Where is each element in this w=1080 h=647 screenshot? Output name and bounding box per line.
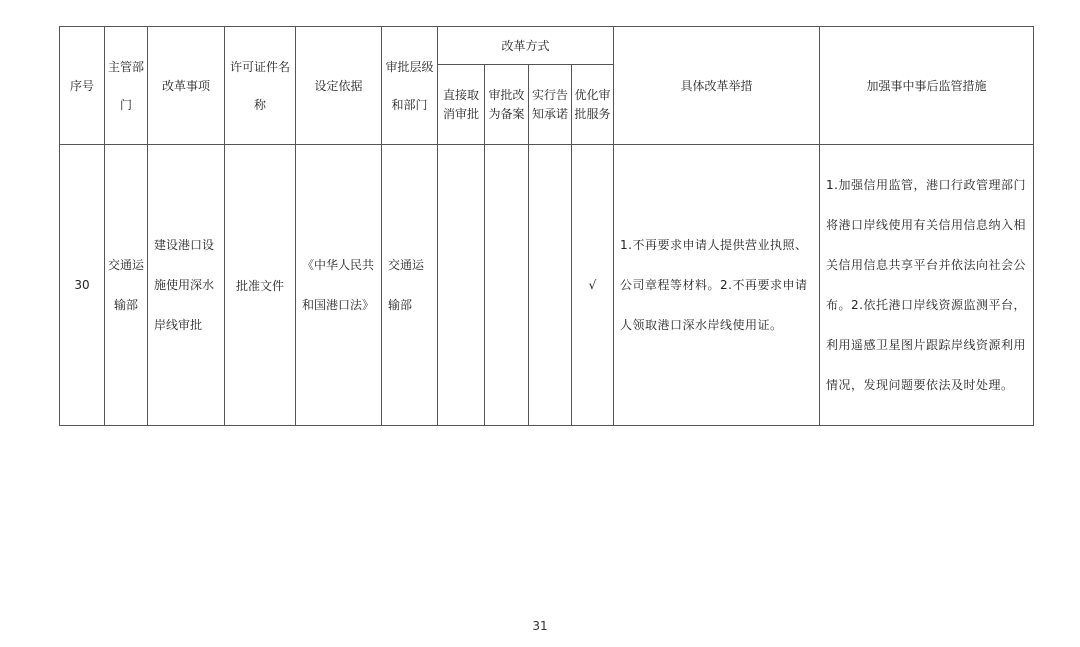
- header-method-filing: 审批改为备案: [485, 65, 529, 145]
- header-seq: 序号: [60, 27, 105, 145]
- header-measures: 具体改革举措: [614, 27, 820, 145]
- header-method-commitment: 实行告知承诺: [529, 65, 572, 145]
- header-supervision: 加强事中事后监管措施: [820, 27, 1034, 145]
- header-method: 改革方式: [438, 27, 614, 65]
- header-row-1: [60, 27, 1034, 65]
- cell-supervision: 1.加强信用监管，港口行政管理部门将港口岸线使用有关信用信息纳入相关信用信息共享平台并依法向社会公布。2.依托港口岸线资源监测平台，利用遥感卫星图片跟踪岸线资源利用情况，发现问题要依法及时处理。: [820, 145, 1034, 426]
- header-permit-name: 许可证件名称: [225, 27, 296, 145]
- header-dept: 主管部门: [105, 27, 148, 145]
- cell-method-filing: [485, 145, 529, 426]
- reform-table: [59, 26, 1034, 426]
- cell-basis: 《中华人民共和国港口法》: [296, 145, 382, 426]
- header-method-cancel: 直接取消审批: [438, 65, 485, 145]
- cell-method-optimize-check: √: [572, 145, 614, 426]
- cell-dept: 交通运输部: [105, 145, 148, 426]
- header-item: 改革事项: [148, 27, 225, 145]
- cell-method-cancel: [438, 145, 485, 426]
- cell-item: 建设港口设施使用深水岸线审批: [148, 145, 225, 426]
- cell-method-commitment: [529, 145, 572, 426]
- cell-seq: 30: [60, 145, 105, 426]
- cell-measures: 1.不再要求申请人提供营业执照、公司章程等材料。2.不再要求申请人领取港口深水岸线使用证。: [614, 145, 820, 426]
- header-method-optimize: 优化审批服务: [572, 65, 614, 145]
- table-row: [60, 145, 1034, 426]
- header-level-dept: 审批层级和部门: [382, 27, 438, 145]
- cell-permit-name: 批准文件: [225, 145, 296, 426]
- cell-level-dept: 交通运输部: [382, 145, 438, 426]
- header-basis: 设定依据: [296, 27, 382, 145]
- page-number: 31: [532, 619, 548, 633]
